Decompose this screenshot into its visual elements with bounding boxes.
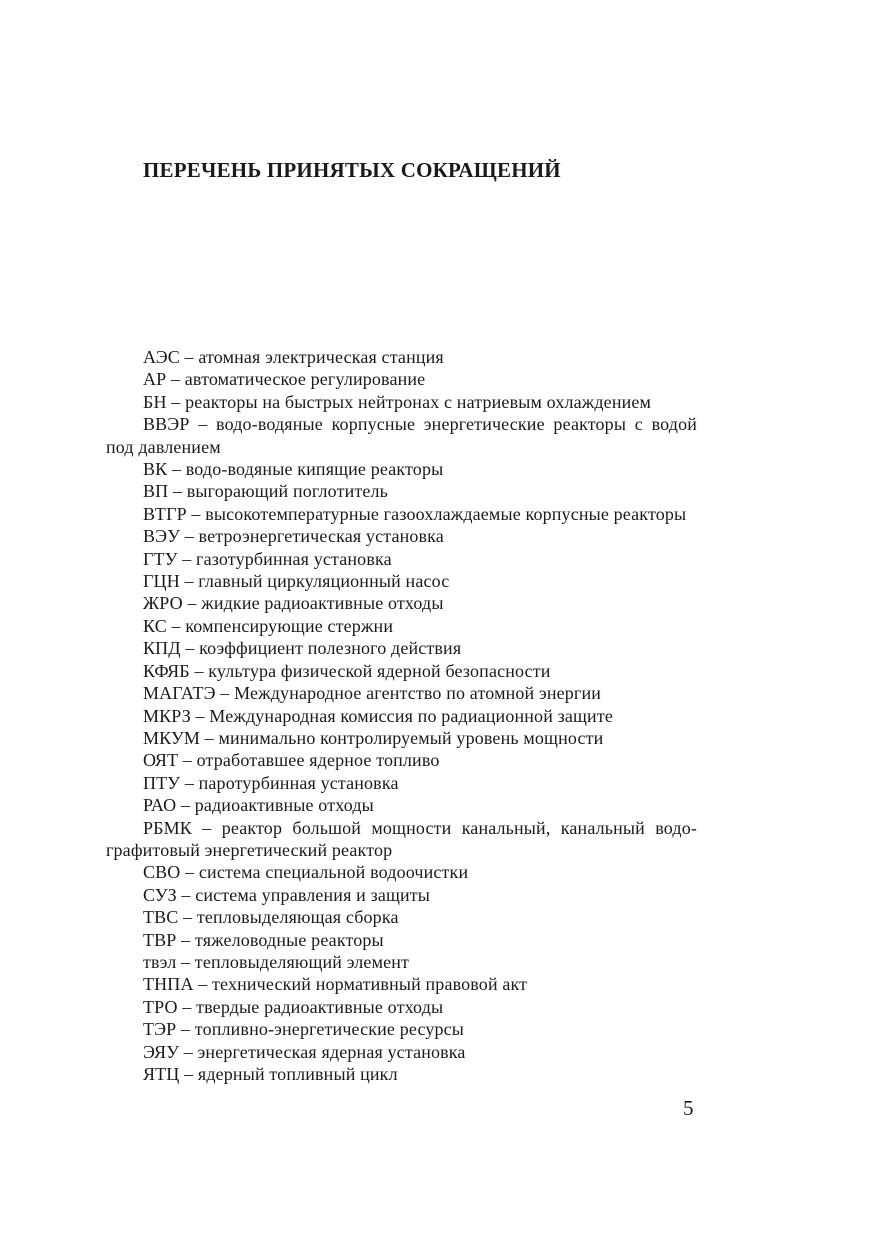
abbreviation-entry: МКРЗ – Международная комиссия по радиационной защите — [143, 705, 613, 726]
abbreviations-list — [106, 346, 697, 1085]
abbreviation-entry: АЭС – атомная электрическая станция — [143, 347, 444, 367]
abbreviation-entry: ПТУ – паротурбинная установка — [143, 772, 399, 793]
abbreviation-entry: КПД – коэффициент полезного действия — [143, 638, 462, 659]
abbreviation-entry: ВТГР – высокотемпературные газоохлаждаемые корпусные реакторы — [143, 503, 687, 524]
abbreviation-entry: СВО – система специальной водоочистки — [143, 862, 469, 883]
abbreviation-entry: РАО – радиоактивные отходы — [143, 795, 374, 816]
abbreviation-entry: ВЭУ – ветроэнергетическая установка — [143, 526, 444, 547]
abbreviation-entry: твэл – тепловыделяющий элемент — [143, 951, 410, 972]
abbreviation-entry: БН – реакторы на быстрых нейтронах с натриевым охлаждением — [143, 391, 652, 412]
abbreviation-entry: ТРО – твердые радиоактивные отходы — [143, 996, 444, 1017]
abbreviation-entry: ЖРО – жидкие радиоактивные отходы — [143, 593, 444, 614]
abbreviation-entry: ЭЯУ – энергетическая ядерная установка — [143, 1041, 466, 1062]
abbreviation-entry: ТВС – тепловыделяющая сборка — [143, 907, 399, 928]
abbreviation-entry: ВК – водо-водяные кипящие реакторы — [143, 459, 444, 480]
abbreviation-entry: МАГАТЭ – Международное агентство по атомной энергии — [143, 683, 602, 704]
abbreviation-entry: МКУМ – минимально контролируемый уровень мощности — [143, 727, 604, 748]
abbreviation-entry: ВП – выгорающий поглотитель — [143, 481, 389, 502]
abbreviation-entry: КФЯБ – культура физической ядерной безопасности — [143, 660, 551, 681]
abbreviation-entry: ТНПА – технический нормативный правовой акт — [143, 974, 528, 995]
abbreviation-entry: РБМК – реактор большой мощности канальный, канальный водо-графитовый энергетический реактор — [106, 817, 697, 860]
abbreviation-entry: ГТУ – газотурбинная установка — [143, 548, 392, 569]
abbreviation-entry: ВВЭР – водо-водяные корпусные энергетические реакторы с водой под давлением — [106, 414, 697, 457]
page-number: 5 — [683, 1096, 694, 1120]
abbreviation-entry: АР – автоматическое регулирование — [143, 369, 426, 390]
abbreviation-entry: ГЦН – главный циркуляционный насос — [143, 571, 450, 592]
abbreviation-entry: КС – компенсирующие стержни — [143, 615, 394, 636]
abbreviation-entry: ТВР – тяжеловодные реакторы — [143, 929, 384, 950]
abbreviation-entry: СУЗ – система управления и защиты — [143, 884, 431, 905]
abbreviation-entry: ОЯТ – отработавшее ядерное топливо — [143, 750, 440, 771]
page-title: ПЕРЕЧЕНЬ ПРИНЯТЫХ СОКРАЩЕНИЙ — [143, 158, 561, 182]
abbreviation-entry: ТЭР – топливно-энергетические ресурсы — [143, 1019, 465, 1040]
abbreviation-entry: ЯТЦ – ядерный топливный цикл — [143, 1064, 398, 1084]
